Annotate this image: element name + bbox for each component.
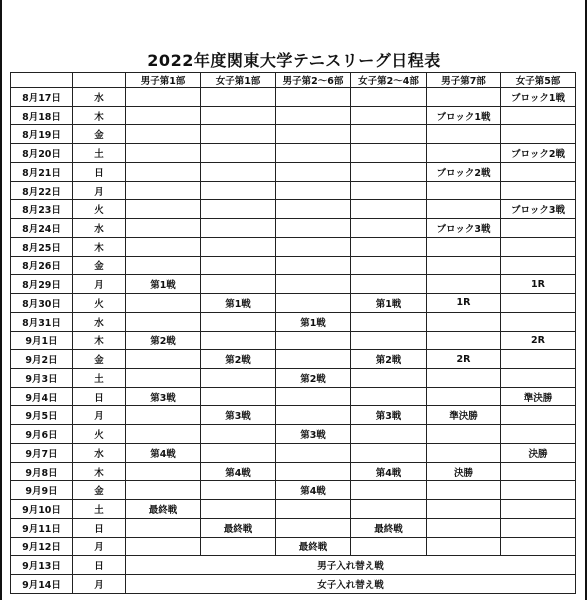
match-cell: 第4戦	[276, 481, 351, 500]
match-cell	[501, 481, 576, 500]
date-cell: 9月10日	[11, 500, 73, 519]
match-cell	[427, 125, 501, 144]
match-cell	[501, 537, 576, 556]
match-cell	[501, 406, 576, 425]
match-cell	[126, 144, 201, 163]
header-blank-date	[11, 73, 73, 88]
match-cell: 第4戦	[351, 462, 427, 481]
date-cell: 9月9日	[11, 481, 73, 500]
match-cell: ブロック1戦	[501, 88, 576, 107]
table-row	[11, 106, 576, 125]
match-cell: 第1戦	[351, 294, 427, 313]
date-cell: 9月8日	[11, 462, 73, 481]
date-cell: 9月14日	[11, 575, 73, 594]
playoff-cell: 女子入れ替え戦	[126, 575, 576, 594]
match-cell	[276, 387, 351, 406]
match-cell	[427, 331, 501, 350]
weekday-cell: 月	[73, 575, 126, 594]
weekday-cell: 金	[73, 256, 126, 275]
date-cell: 8月31日	[11, 312, 73, 331]
match-cell	[351, 275, 427, 294]
table-row	[11, 500, 576, 519]
match-cell: 第1戦	[126, 275, 201, 294]
weekday-cell: 土	[73, 369, 126, 388]
match-cell	[501, 106, 576, 125]
match-cell: 1R	[427, 294, 501, 313]
weekday-cell: 金	[73, 481, 126, 500]
frame-border-left	[0, 0, 2, 600]
match-cell: ブロック2戦	[501, 144, 576, 163]
date-cell: 8月21日	[11, 162, 73, 181]
match-cell	[126, 237, 201, 256]
playoff-row	[11, 575, 576, 594]
date-cell: 9月13日	[11, 556, 73, 575]
match-cell	[201, 88, 276, 107]
table-row	[11, 219, 576, 238]
date-cell: 8月22日	[11, 181, 73, 200]
weekday-cell: 火	[73, 200, 126, 219]
match-cell	[201, 443, 276, 462]
match-cell	[276, 106, 351, 125]
date-cell: 8月24日	[11, 219, 73, 238]
match-cell	[276, 350, 351, 369]
match-cell	[351, 162, 427, 181]
date-cell: 9月4日	[11, 387, 73, 406]
table-row	[11, 462, 576, 481]
match-cell	[351, 369, 427, 388]
match-cell	[126, 256, 201, 275]
match-cell	[501, 294, 576, 313]
match-cell	[501, 237, 576, 256]
match-cell: 準決勝	[427, 406, 501, 425]
frame-border-right	[585, 0, 587, 600]
table-row	[11, 369, 576, 388]
match-cell: 最終戦	[201, 518, 276, 537]
weekday-cell: 木	[73, 237, 126, 256]
match-cell	[201, 369, 276, 388]
weekday-cell: 日	[73, 556, 126, 575]
match-cell	[126, 200, 201, 219]
match-cell	[351, 425, 427, 444]
match-cell	[201, 200, 276, 219]
match-cell	[351, 312, 427, 331]
match-cell: 第3戦	[276, 425, 351, 444]
match-cell: 決勝	[501, 443, 576, 462]
match-cell: 第4戦	[126, 443, 201, 462]
table-row	[11, 350, 576, 369]
match-cell	[276, 256, 351, 275]
match-cell: 第1戦	[201, 294, 276, 313]
match-cell	[126, 312, 201, 331]
weekday-cell: 水	[73, 443, 126, 462]
date-cell: 9月2日	[11, 350, 73, 369]
match-cell	[126, 106, 201, 125]
match-cell	[501, 462, 576, 481]
match-cell	[501, 219, 576, 238]
date-cell: 8月17日	[11, 88, 73, 107]
match-cell	[427, 425, 501, 444]
match-cell	[276, 162, 351, 181]
match-cell	[501, 181, 576, 200]
match-cell	[126, 406, 201, 425]
match-cell	[126, 425, 201, 444]
match-cell	[126, 88, 201, 107]
match-cell	[276, 500, 351, 519]
weekday-cell: 木	[73, 331, 126, 350]
match-cell	[501, 162, 576, 181]
column-header: 男子第1部	[126, 73, 201, 88]
table-row	[11, 162, 576, 181]
header-blank-day	[73, 73, 126, 88]
match-cell	[427, 256, 501, 275]
match-cell	[427, 88, 501, 107]
date-cell: 8月29日	[11, 275, 73, 294]
weekday-cell: 水	[73, 88, 126, 107]
weekday-cell: 土	[73, 144, 126, 163]
table-row	[11, 387, 576, 406]
match-cell	[201, 106, 276, 125]
match-cell: 最終戦	[351, 518, 427, 537]
date-cell: 8月25日	[11, 237, 73, 256]
match-cell	[427, 518, 501, 537]
weekday-cell: 土	[73, 500, 126, 519]
match-cell	[427, 200, 501, 219]
date-cell: 9月11日	[11, 518, 73, 537]
match-cell	[126, 369, 201, 388]
match-cell	[201, 219, 276, 238]
table-row	[11, 144, 576, 163]
match-cell	[201, 125, 276, 144]
playoff-cell: 男子入れ替え戦	[126, 556, 576, 575]
date-cell: 8月18日	[11, 106, 73, 125]
match-cell	[351, 144, 427, 163]
weekday-cell: 月	[73, 181, 126, 200]
table-row	[11, 443, 576, 462]
match-cell	[427, 181, 501, 200]
match-cell	[126, 462, 201, 481]
table-row	[11, 537, 576, 556]
match-cell	[126, 481, 201, 500]
column-header: 女子第2～4部	[351, 73, 427, 88]
match-cell: 最終戦	[126, 500, 201, 519]
weekday-cell: 水	[73, 219, 126, 238]
match-cell: ブロック3戦	[501, 200, 576, 219]
match-cell	[126, 162, 201, 181]
match-cell: ブロック3戦	[427, 219, 501, 238]
match-cell	[276, 144, 351, 163]
table-row	[11, 406, 576, 425]
match-cell	[201, 500, 276, 519]
match-cell: ブロック1戦	[427, 106, 501, 125]
match-cell	[126, 350, 201, 369]
table-row	[11, 294, 576, 313]
match-cell	[501, 350, 576, 369]
match-cell	[276, 406, 351, 425]
table-row	[11, 518, 576, 537]
table-row	[11, 331, 576, 350]
date-cell: 9月7日	[11, 443, 73, 462]
match-cell	[427, 237, 501, 256]
match-cell	[427, 387, 501, 406]
match-cell	[201, 162, 276, 181]
match-cell	[351, 537, 427, 556]
weekday-cell: 金	[73, 350, 126, 369]
match-cell	[276, 219, 351, 238]
match-cell	[427, 312, 501, 331]
date-cell: 8月26日	[11, 256, 73, 275]
table-row	[11, 181, 576, 200]
weekday-cell: 金	[73, 125, 126, 144]
match-cell	[126, 294, 201, 313]
match-cell	[276, 200, 351, 219]
weekday-cell: 月	[73, 406, 126, 425]
weekday-cell: 月	[73, 537, 126, 556]
match-cell	[501, 125, 576, 144]
weekday-cell: 日	[73, 387, 126, 406]
weekday-cell: 日	[73, 162, 126, 181]
match-cell	[501, 256, 576, 275]
table-row	[11, 237, 576, 256]
table-row	[11, 88, 576, 107]
weekday-cell: 水	[73, 312, 126, 331]
column-header: 女子第5部	[501, 73, 576, 88]
schedule-table	[10, 72, 576, 594]
match-cell	[427, 481, 501, 500]
match-cell	[201, 181, 276, 200]
match-cell	[276, 237, 351, 256]
column-header: 男子第7部	[427, 73, 501, 88]
date-cell: 9月5日	[11, 406, 73, 425]
weekday-cell: 木	[73, 106, 126, 125]
table-row	[11, 256, 576, 275]
match-cell	[276, 181, 351, 200]
weekday-cell: 木	[73, 462, 126, 481]
match-cell: ブロック2戦	[427, 162, 501, 181]
match-cell: 1R	[501, 275, 576, 294]
column-header: 男子第2～6部	[276, 73, 351, 88]
weekday-cell: 日	[73, 518, 126, 537]
match-cell: 準決勝	[501, 387, 576, 406]
match-cell	[351, 181, 427, 200]
match-cell	[351, 443, 427, 462]
match-cell	[126, 219, 201, 238]
match-cell	[427, 500, 501, 519]
match-cell: 第4戦	[201, 462, 276, 481]
match-cell	[351, 481, 427, 500]
date-cell: 8月19日	[11, 125, 73, 144]
table-row	[11, 312, 576, 331]
date-cell: 9月12日	[11, 537, 73, 556]
match-cell	[276, 462, 351, 481]
date-cell: 9月1日	[11, 331, 73, 350]
match-cell	[276, 88, 351, 107]
schedule-body	[11, 88, 576, 594]
match-cell: 決勝	[427, 462, 501, 481]
match-cell	[351, 500, 427, 519]
match-cell: 第3戦	[201, 406, 276, 425]
match-cell: 第3戦	[351, 406, 427, 425]
match-cell	[201, 425, 276, 444]
match-cell	[351, 256, 427, 275]
match-cell: 最終戦	[276, 537, 351, 556]
match-cell	[501, 312, 576, 331]
table-row	[11, 275, 576, 294]
match-cell	[276, 275, 351, 294]
date-cell: 8月20日	[11, 144, 73, 163]
page-title: 2022年度関東大学テニスリーグ日程表	[147, 51, 441, 70]
match-cell: 2R	[501, 331, 576, 350]
match-cell	[501, 518, 576, 537]
match-cell	[351, 387, 427, 406]
match-cell: 第2戦	[351, 350, 427, 369]
match-cell	[351, 200, 427, 219]
column-header: 女子第1部	[201, 73, 276, 88]
match-cell	[351, 106, 427, 125]
match-cell	[201, 312, 276, 331]
match-cell	[201, 275, 276, 294]
match-cell: 第2戦	[201, 350, 276, 369]
match-cell	[351, 88, 427, 107]
match-cell	[126, 125, 201, 144]
match-cell	[351, 125, 427, 144]
match-cell	[126, 537, 201, 556]
date-cell: 8月23日	[11, 200, 73, 219]
table-row	[11, 481, 576, 500]
match-cell	[201, 481, 276, 500]
match-cell	[276, 294, 351, 313]
match-cell	[427, 275, 501, 294]
match-cell	[427, 537, 501, 556]
match-cell	[351, 331, 427, 350]
match-cell	[201, 237, 276, 256]
match-cell	[427, 144, 501, 163]
match-cell	[126, 518, 201, 537]
match-cell	[501, 369, 576, 388]
match-cell: 第3戦	[126, 387, 201, 406]
match-cell: 第2戦	[276, 369, 351, 388]
match-cell: 第1戦	[276, 312, 351, 331]
match-cell	[351, 237, 427, 256]
date-cell: 9月6日	[11, 425, 73, 444]
match-cell	[201, 144, 276, 163]
header-row	[11, 73, 576, 88]
match-cell	[427, 443, 501, 462]
table-row	[11, 200, 576, 219]
weekday-cell: 火	[73, 294, 126, 313]
match-cell: 第2戦	[126, 331, 201, 350]
weekday-cell: 火	[73, 425, 126, 444]
match-cell	[427, 369, 501, 388]
match-cell	[351, 219, 427, 238]
match-cell	[276, 125, 351, 144]
table-row	[11, 125, 576, 144]
weekday-cell: 月	[73, 275, 126, 294]
match-cell	[501, 425, 576, 444]
table-row	[11, 425, 576, 444]
match-cell	[201, 331, 276, 350]
match-cell	[501, 500, 576, 519]
match-cell	[201, 387, 276, 406]
match-cell	[276, 443, 351, 462]
date-cell: 9月3日	[11, 369, 73, 388]
match-cell	[126, 181, 201, 200]
match-cell	[276, 518, 351, 537]
match-cell	[201, 256, 276, 275]
match-cell	[201, 537, 276, 556]
playoff-row	[11, 556, 576, 575]
match-cell: 2R	[427, 350, 501, 369]
date-cell: 8月30日	[11, 294, 73, 313]
match-cell	[276, 331, 351, 350]
